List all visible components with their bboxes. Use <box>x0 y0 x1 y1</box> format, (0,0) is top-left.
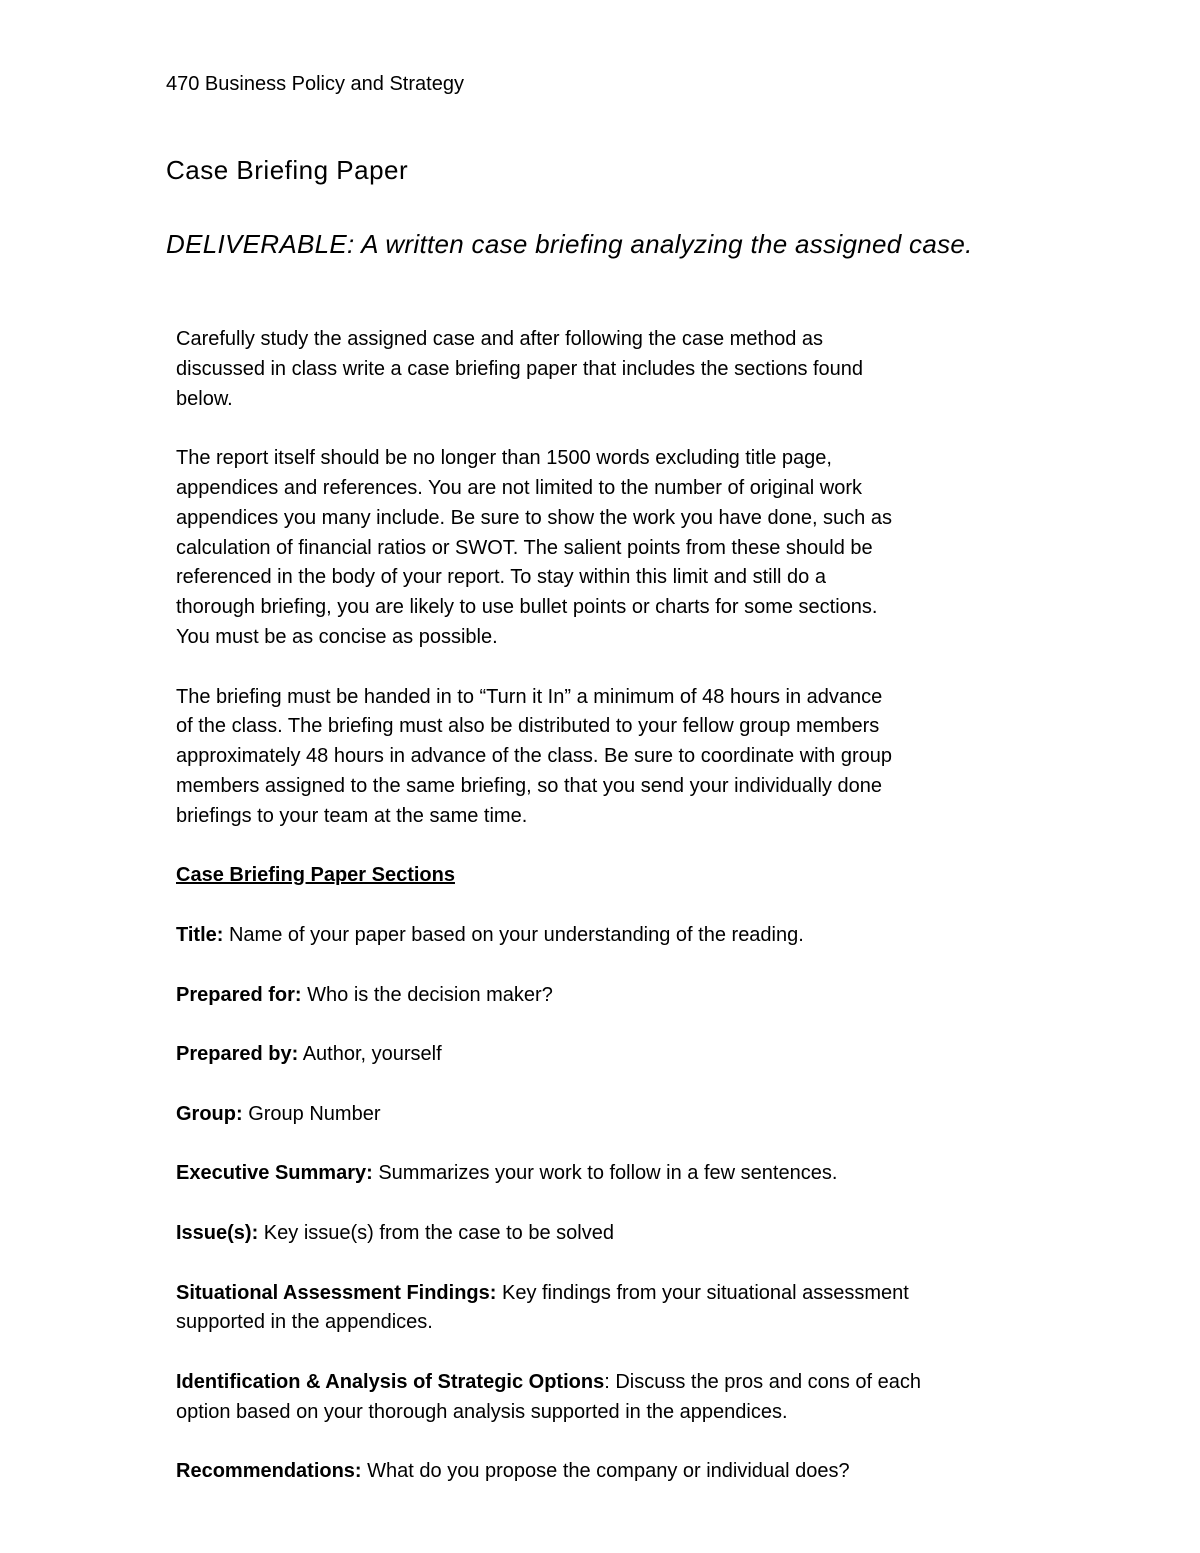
field-line <box>176 1100 976 1130</box>
field-line <box>176 1368 976 1398</box>
intro-paragraph-length <box>176 444 976 653</box>
paragraph-line: briefings to your team at the same time. <box>176 804 528 827</box>
paragraph-line: The briefing must be handed in to “Turn it In” a minimum of 48 hours in advance <box>176 685 883 708</box>
paragraph-line: below. <box>176 387 233 410</box>
field-text: Author, yourself <box>298 1043 442 1066</box>
field-label: Group: <box>176 1102 243 1125</box>
paragraph-line: calculation of financial ratios or SWOT. The salient points from these should be <box>176 536 873 559</box>
field-label: Issue(s): <box>176 1221 259 1244</box>
paragraph-line: appendices and references. You are not limited to the number of original work <box>176 476 862 499</box>
paragraph-line: Carefully study the assigned case and after following the case method as <box>176 328 824 350</box>
field-label: Title: <box>176 923 224 946</box>
intro-paragraph-study <box>176 325 976 414</box>
field-text: Name of your paper based on your understanding of the reading. <box>223 923 804 946</box>
field-line <box>176 1457 976 1487</box>
field-label: Prepared for: <box>176 983 302 1006</box>
field-prepared-by <box>176 1040 976 1070</box>
field-executive-summary <box>176 1159 976 1189</box>
paragraph-line: referenced in the body of your report. To stay within this limit and still do a <box>176 566 826 589</box>
paragraph-line: approximately 48 hours in advance of the class. Be sure to coordinate with group <box>176 745 892 768</box>
field-label: Recommendations: <box>176 1460 362 1483</box>
paragraph-line: discussed in class write a case briefing paper that includes the sections found <box>176 357 864 380</box>
paragraph-line: members assigned to the same briefing, so that you send your individually done <box>176 774 882 797</box>
course-title: 470 Business Policy and Strategy <box>166 73 464 95</box>
paragraph-line: The report itself should be no longer than 1500 words excluding title page, <box>176 447 832 470</box>
field-label: Situational Assessment Findings: <box>176 1281 497 1304</box>
field-line <box>176 1219 976 1249</box>
field-strategic-options <box>176 1368 976 1428</box>
paragraph-line: appendices you many include. Be sure to show the work you have done, such as <box>176 506 892 529</box>
document-title: Case Briefing Paper <box>166 155 409 185</box>
field-text: Summarizes your work to follow in a few sentences. <box>372 1162 838 1185</box>
field-issues <box>176 1219 976 1249</box>
field-line: option based on your thorough analysis supported in the appendices. <box>176 1400 788 1423</box>
paragraph-line: You must be as concise as possible. <box>176 625 498 648</box>
field-text: Key findings from your situational assessment <box>496 1281 909 1304</box>
paragraph-line: of the class. The briefing must also be distributed to your fellow group members <box>176 715 880 738</box>
field-situational-assessment <box>176 1279 976 1339</box>
field-line <box>176 1040 976 1070</box>
field-line <box>176 1279 976 1309</box>
field-text: Group Number <box>242 1102 381 1125</box>
field-text: What do you propose the company or individual does? <box>361 1460 850 1483</box>
field-text: Key issue(s) from the case to be solved <box>258 1221 614 1244</box>
sections-heading: Case Briefing Paper Sections <box>176 864 455 887</box>
field-label: Executive Summary: <box>176 1162 373 1185</box>
field-text: : Discuss the pros and cons of each <box>604 1370 922 1393</box>
intro-paragraph-submission <box>176 683 976 832</box>
field-line: supported in the appendices. <box>176 1311 433 1334</box>
field-recommendations <box>176 1457 976 1487</box>
field-label: Prepared by: <box>176 1043 299 1066</box>
field-line <box>176 921 976 951</box>
field-group <box>176 1100 976 1130</box>
document-body <box>176 325 976 1517</box>
field-prepared-for <box>176 981 976 1011</box>
field-label: Identification & Analysis of Strategic Options <box>176 1370 605 1393</box>
field-title <box>176 921 976 951</box>
field-line <box>176 981 976 1011</box>
deliverable-statement: DELIVERABLE: A written case briefing analyzing the assigned case. <box>166 229 973 259</box>
field-line <box>176 1159 976 1189</box>
field-text: Who is the decision maker? <box>301 983 553 1006</box>
paragraph-line: thorough briefing, you are likely to use bullet points or charts for some sections. <box>176 596 878 619</box>
